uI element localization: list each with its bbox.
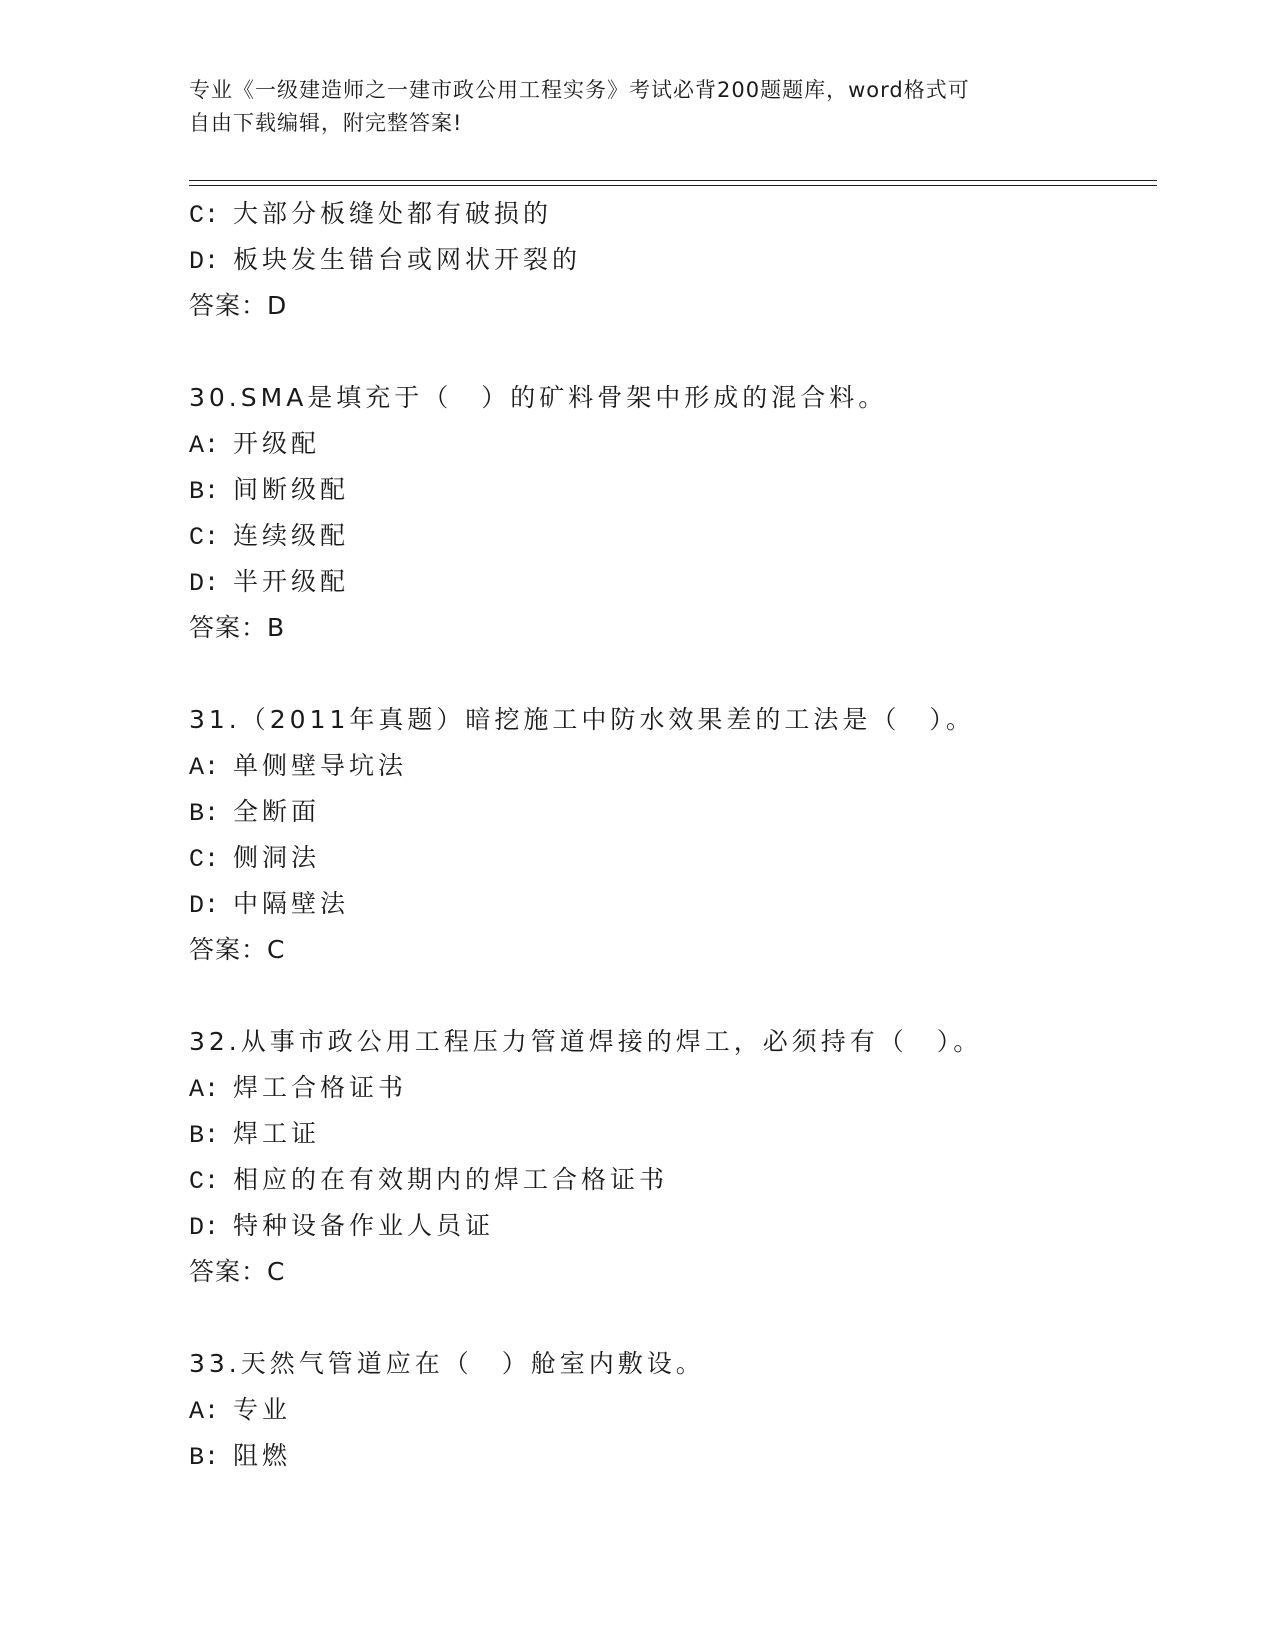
option-c — [189, 191, 1157, 237]
option-text: 专业 — [233, 1395, 292, 1424]
option-text: 连续级配 — [233, 521, 350, 550]
document-body — [189, 191, 1157, 1479]
option-key: B: — [189, 1121, 220, 1150]
option-key: A: — [189, 1397, 220, 1426]
option-c — [189, 1157, 1157, 1203]
option-key: D: — [189, 247, 220, 276]
option-text: 焊工证 — [233, 1119, 321, 1148]
option-key: D: — [189, 569, 220, 598]
option-text: 焊工合格证书 — [233, 1073, 408, 1102]
spacer — [189, 1295, 1157, 1341]
option-d — [189, 237, 1157, 283]
option-text: 全断面 — [233, 797, 321, 826]
question-stem: 30.SMA是填充于（ ）的矿料骨架中形成的混合料。 — [189, 383, 888, 412]
option-text: 侧洞法 — [233, 843, 321, 872]
spacer — [189, 651, 1157, 697]
option-key: A: — [189, 753, 220, 782]
option-text: 间断级配 — [233, 475, 350, 504]
option-b — [189, 1433, 1157, 1479]
header-divider-bottom — [189, 185, 1157, 186]
option-text: 相应的在有效期内的焊工合格证书 — [233, 1165, 669, 1194]
option-text: 中隔壁法 — [233, 889, 350, 918]
option-text: 大部分板缝处都有破损的 — [233, 199, 553, 228]
option-a — [189, 1387, 1157, 1433]
spacer — [189, 329, 1157, 375]
option-d — [189, 881, 1157, 927]
question-stem: 31.（2011年真题）暗挖施工中防水效果差的工法是（ ）。 — [189, 705, 975, 734]
option-d — [189, 1203, 1157, 1249]
option-key: B: — [189, 799, 220, 828]
option-key: B: — [189, 1443, 220, 1472]
option-key: C: — [189, 523, 220, 552]
question-stem: 32.从事市政公用工程压力管道焊接的焊工，必须持有（ ）。 — [189, 1027, 983, 1056]
option-text: 开级配 — [233, 429, 321, 458]
spacer — [189, 973, 1157, 1019]
option-key: D: — [189, 1213, 220, 1242]
option-c — [189, 835, 1157, 881]
option-b — [189, 1111, 1157, 1157]
option-key: C: — [189, 201, 220, 230]
option-key: A: — [189, 431, 220, 460]
option-text: 板块发生错台或网状开裂的 — [233, 245, 582, 274]
option-key: B: — [189, 477, 220, 506]
header-line-2: 自由下载编辑，附完整答案! — [189, 111, 463, 135]
header-divider-top — [189, 180, 1157, 181]
option-d — [189, 559, 1157, 605]
option-c — [189, 513, 1157, 559]
question-stem: 33.天然气管道应在（ ）舱室内敷设。 — [189, 1349, 705, 1378]
option-text: 单侧壁导坑法 — [233, 751, 408, 780]
option-a — [189, 421, 1157, 467]
option-key: A: — [189, 1075, 220, 1104]
option-key: C: — [189, 845, 220, 874]
option-b — [189, 467, 1157, 513]
answer: 答案：D — [189, 291, 288, 320]
answer: 答案：B — [189, 613, 286, 642]
option-b — [189, 789, 1157, 835]
document-header — [189, 74, 1089, 140]
option-text: 特种设备作业人员证 — [233, 1211, 495, 1240]
option-a — [189, 743, 1157, 789]
option-text: 半开级配 — [233, 567, 350, 596]
answer: 答案：C — [189, 935, 286, 964]
answer: 答案：C — [189, 1257, 286, 1286]
header-line-1: 专业《一级建造师之一建市政公用工程实务》考试必背200题题库，word格式可 — [189, 78, 970, 102]
option-key: D: — [189, 891, 220, 920]
option-key: C: — [189, 1167, 220, 1196]
option-a — [189, 1065, 1157, 1111]
option-text: 阻燃 — [233, 1441, 292, 1470]
